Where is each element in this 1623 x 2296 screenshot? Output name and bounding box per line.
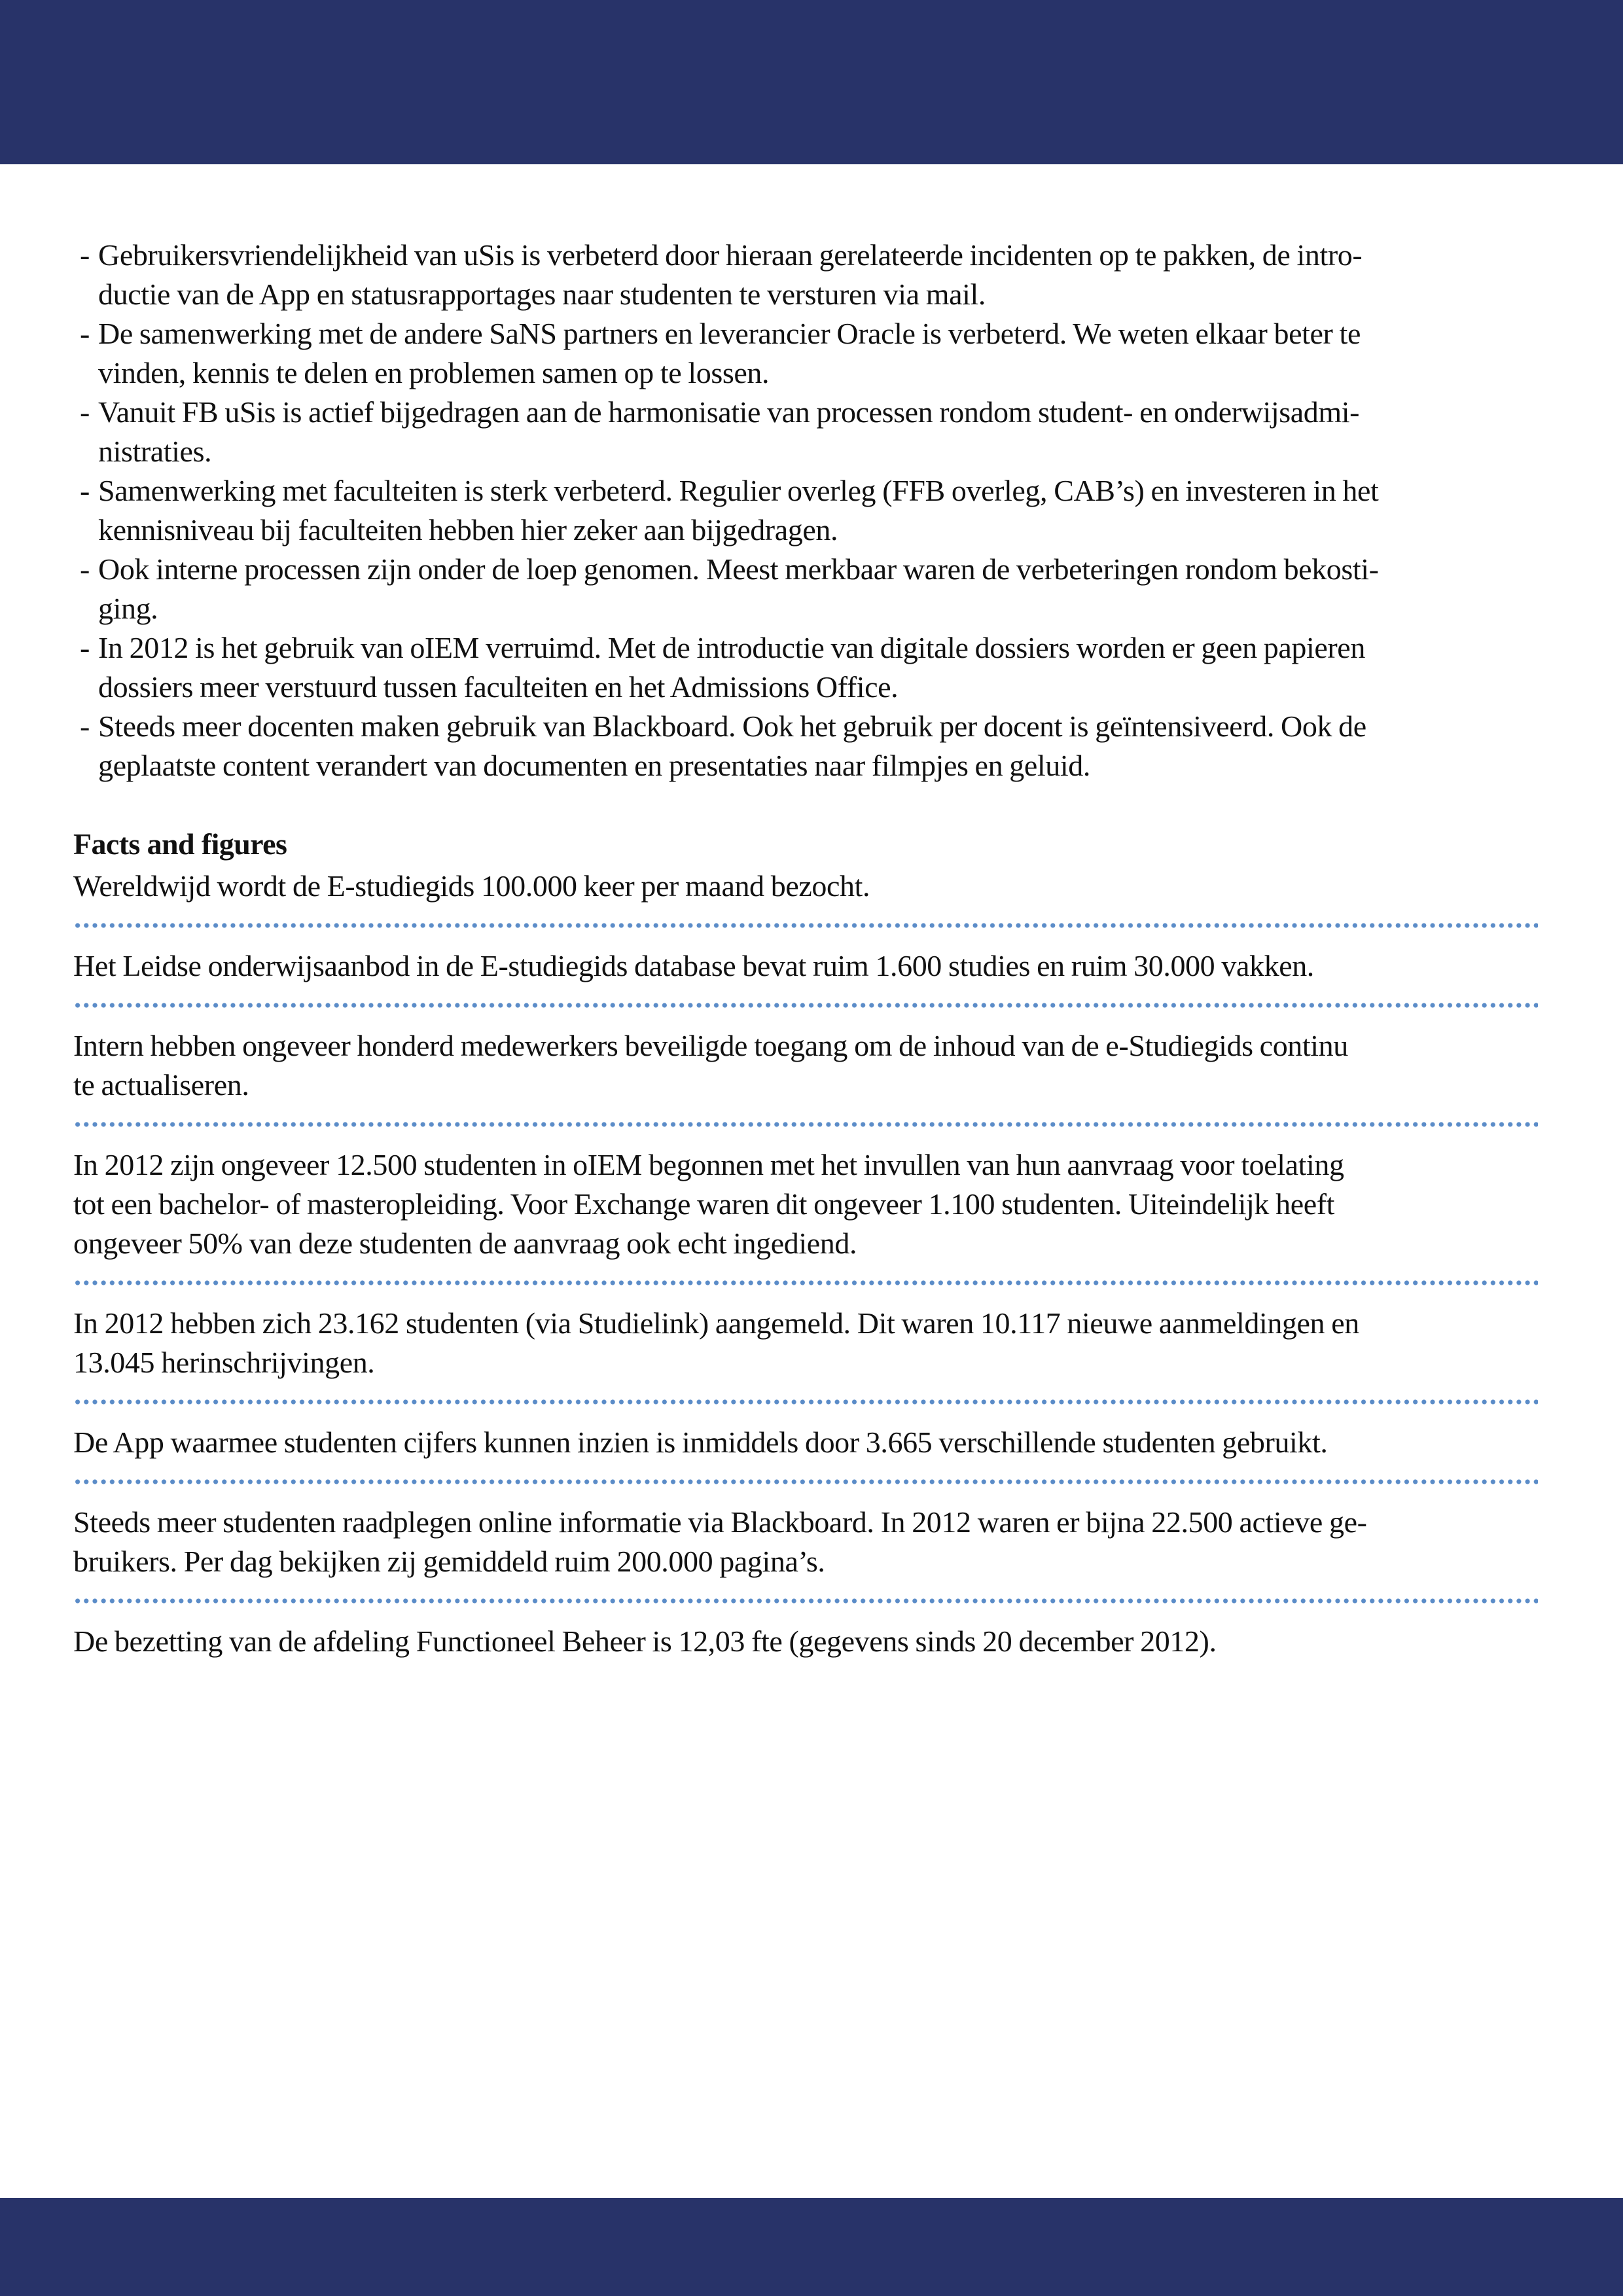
fact-line: Het Leidse onderwijsaanbod in de E-studiegids database bevat ruim 1.600 studies en ruim 30.000 vakken.	[73, 949, 1314, 982]
fact-line: De App waarmee studenten cijfers kunnen inzien is inmiddels door 3.665 verschillende studenten gebruikt.	[73, 1426, 1328, 1459]
header-band	[0, 0, 1623, 164]
list-item	[73, 471, 1539, 550]
fact-line: Steeds meer studenten raadplegen online informatie via Blackboard. In 2012 waren er bijna 22.500 actieve ge-	[73, 1505, 1367, 1539]
fact-item	[73, 1503, 1539, 1581]
fact-item	[73, 1622, 1539, 1661]
dotted-divider	[73, 1399, 1538, 1405]
fact-item	[73, 867, 1539, 906]
fact-line: Intern hebben ongeveer honderd medewerkers beveiligde toegang om de inhoud van de e-Studiegids continu	[73, 1029, 1348, 1062]
list-item	[73, 628, 1539, 707]
bullet-dash: -	[80, 317, 90, 350]
list-item	[73, 236, 1539, 314]
list-item-line: Samenwerking met faculteiten is sterk verbeterd. Regulier overleg (FFB overleg, CAB’s) en investeren in het	[98, 474, 1379, 507]
list-item-line: vinden, kennis te delen en problemen samen op te lossen.	[98, 356, 770, 389]
list-item-line: In 2012 is het gebruik van oIEM verruimd. Met de introductie van digitale dossiers worden er geen papieren	[98, 631, 1365, 664]
fact-line: tot een bachelor- of masteropleiding. Voor Exchange waren dit ongeveer 1.100 studenten. Uiteindelijk heeft	[73, 1187, 1335, 1221]
section-title-facts: Facts and figures	[73, 827, 287, 861]
list-item	[73, 550, 1539, 628]
fact-item	[73, 1423, 1539, 1462]
fact-line: De bezetting van de afdeling Functioneel Beheer is 12,03 fte (gegevens sinds 20 december 2012).	[73, 1624, 1217, 1658]
list-item-line: nistraties.	[98, 435, 212, 468]
bullet-dash: -	[80, 552, 90, 586]
page-content	[73, 236, 1539, 1661]
bullet-dash: -	[80, 709, 90, 743]
dotted-divider	[73, 1122, 1538, 1127]
dotted-divider	[73, 1003, 1538, 1008]
dotted-divider	[73, 1280, 1538, 1285]
dotted-divider	[73, 1479, 1538, 1484]
list-item-line: Gebruikersvriendelijkheid van uSis is verbeterd door hieraan gerelateerde incidenten op te pakken, de intro-	[98, 238, 1363, 272]
footer-band	[0, 2198, 1623, 2296]
achievements-list	[73, 236, 1539, 785]
fact-line: te actualiseren.	[73, 1068, 249, 1102]
fact-item	[73, 1145, 1539, 1263]
fact-item	[73, 1304, 1539, 1382]
list-item-line: Vanuit FB uSis is actief bijgedragen aan de harmonisatie van processen rondom student- en onderwijsadmi-	[98, 395, 1360, 429]
fact-line: Wereldwijd wordt de E-studiegids 100.000 keer per maand bezocht.	[73, 869, 870, 903]
list-item-line: ging.	[98, 592, 158, 625]
fact-item	[73, 946, 1539, 986]
fact-item	[73, 1026, 1539, 1105]
bullet-dash: -	[80, 474, 90, 507]
fact-line: 13.045 herinschrijvingen.	[73, 1346, 375, 1379]
list-item-line: dossiers meer verstuurd tussen faculteiten en het Admissions Office.	[98, 670, 899, 704]
dotted-divider	[73, 923, 1538, 928]
list-item-line: ductie van de App en statusrapportages naar studenten te versturen via mail.	[98, 278, 986, 311]
bullet-dash: -	[80, 395, 90, 429]
fact-line: In 2012 zijn ongeveer 12.500 studenten in oIEM begonnen met het invullen van hun aanvraag voor toelating	[73, 1148, 1344, 1181]
list-item-line: geplaatste content verandert van documenten en presentaties naar filmpjes en geluid.	[98, 749, 1090, 782]
list-item-line: Steeds meer docenten maken gebruik van Blackboard. Ook het gebruik per docent is geïntensiveerd. Ook de	[98, 709, 1366, 743]
bullet-dash: -	[80, 631, 90, 664]
list-item	[73, 707, 1539, 785]
list-item	[73, 393, 1539, 471]
fact-line: In 2012 hebben zich 23.162 studenten (via Studielink) aangemeld. Dit waren 10.117 nieuwe aanmeldingen en	[73, 1306, 1359, 1340]
list-item-line: kennisniveau bij faculteiten hebben hier zeker aan bijgedragen.	[98, 513, 838, 547]
bullet-dash: -	[80, 238, 90, 272]
list-item-line: De samenwerking met de andere SaNS partners en leverancier Oracle is verbeterd. We weten elkaar beter te	[98, 317, 1361, 350]
fact-line: bruikers. Per dag bekijken zij gemiddeld ruim 200.000 pagina’s.	[73, 1545, 825, 1578]
list-item	[73, 314, 1539, 393]
list-item-line: Ook interne processen zijn onder de loep genomen. Meest merkbaar waren de verbeteringen rondom bekosti-	[98, 552, 1379, 586]
fact-line: ongeveer 50% van deze studenten de aanvraag ook echt ingediend.	[73, 1227, 857, 1260]
dotted-divider	[73, 1598, 1538, 1604]
